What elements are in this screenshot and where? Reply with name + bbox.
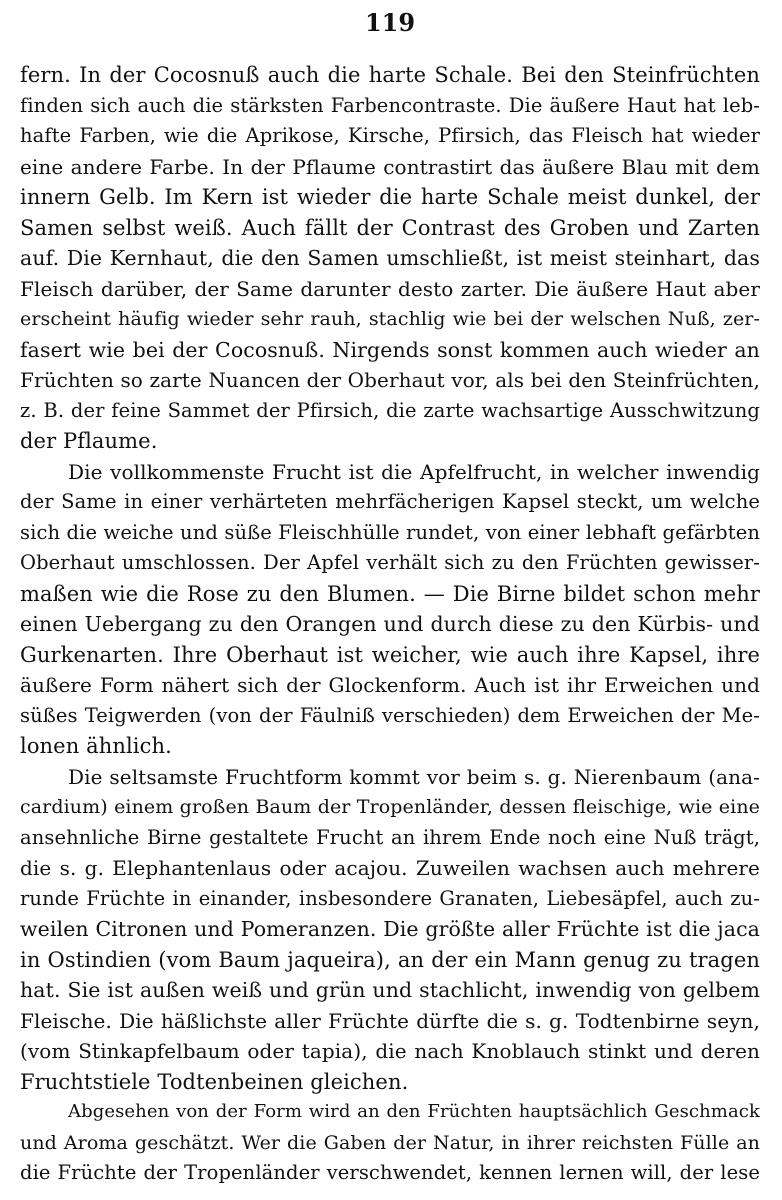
text-line: sich die weiche und süße Fleischhülle rundet, von einer lebhaft gefärbten <box>20 520 760 544</box>
text-line: und Aroma geschätzt. Wer die Gaben der Natur, in ihrer reichsten Fülle an <box>20 1131 760 1154</box>
text-line: fern. In der Cocosnuß auch die harte Schale. Bei den Steinfrüchten <box>20 63 760 87</box>
text-line: erscheint häufig wieder sehr rauh, stachlig wie bei der welschen Nuß, zer- <box>20 308 760 330</box>
paragraph-end-line: der Pflaume. <box>20 429 158 453</box>
text-line: in Ostindien (vom Baum jaqueira), an der ein Mann genug zu tragen <box>20 947 760 972</box>
text-line: Fleisch darüber, der Same darunter desto zarter. Die äußere Haut aber <box>20 276 760 301</box>
text-line: Gurkenarten. Ihre Oberhaut ist weicher, wie auch ihre Kapsel, ihre <box>20 642 760 667</box>
text-line: die Früchte der Tropenländer verschwendet, kennen lernen will, der lese <box>20 1161 760 1184</box>
text-line: der Same in einer verhärteten mehrfächerigen Kapsel steckt, um welche <box>20 490 760 513</box>
text-line: innern Gelb. Im Kern ist wieder die harte Schale meist dunkel, der <box>20 185 760 209</box>
text-line: weilen Citronen und Pomeranzen. Die größte aller Früchte ist die jaca <box>20 917 760 941</box>
text-line: eine andere Farbe. In der Pflaume contrastirt das äußere Blau mit dem <box>20 154 760 179</box>
paragraph-end-line: lonen ähnlich. <box>20 734 172 758</box>
text-line: äußere Form nähert sich der Glockenform. Auch ist ihr Erweichen und <box>20 673 760 697</box>
text-line: fasert wie bei der Cocosnuß. Nirgends sonst kommen auch wieder an <box>20 337 760 362</box>
text-line: einen Uebergang zu den Orangen und durch diese zu den Kürbis- und <box>20 612 760 636</box>
text-line: die s. g. Elephantenlaus oder acajou. Zuweilen wachsen auch mehrere <box>20 856 760 880</box>
page-number: 119 <box>364 8 416 37</box>
text-line: hafte Farben, wie die Aprikose, Kirsche, Pfirsich, das Fleisch hat wieder <box>20 124 760 147</box>
paragraph-start-line: Die seltsamste Fruchtform kommt vor beim s. g. Nierenbaum (ana- <box>68 764 760 789</box>
text-line: cardium) einem großen Baum der Tropenländer, dessen fleischige, wie eine <box>20 796 760 818</box>
text-line: finden sich auch die stärksten Farbencontraste. Die äußere Haut hat leb- <box>20 93 760 117</box>
text-line: süßes Teigwerden (von der Fäulniß verschieden) dem Erweichen der Me- <box>20 703 760 727</box>
text-line: maßen wie die Rose zu den Blumen. — Die Birne bildet schon mehr <box>20 581 760 606</box>
text-line: auf. Die Kernhaut, die den Samen umschließt, ist meist steinhart, das <box>20 246 760 270</box>
text-line: Früchten so zarte Nuancen der Oberhaut vor, als bei den Steinfrüchten, <box>20 368 760 392</box>
text-line: ansehnliche Birne gestaltete Frucht an ihrem Ende noch eine Nuß trägt, <box>20 825 760 849</box>
paragraph-end-line: Fruchtstiele Todtenbeinen gleichen. <box>20 1069 409 1094</box>
text-line: Fleische. Die häßlichste aller Früchte dürfte die s. g. Todtenbirne seyn, <box>20 1008 760 1033</box>
text-line: hat. Sie ist außen weiß und grün und stachlicht, inwendig von gelbem <box>20 978 760 1002</box>
paragraph-start-line: Abgesehen von der Form wird an den Früchten hauptsächlich Geschmack <box>68 1101 760 1122</box>
body-text <box>20 60 760 1189</box>
paragraph-start-line: Die vollkommenste Frucht ist die Apfelfrucht, in welcher inwendig <box>68 459 760 484</box>
text-line: Samen selbst weiß. Auch fällt der Contrast des Groben und Zarten <box>20 215 760 240</box>
text-line: (vom Stinkapfelbaum oder tapia), die nach Knoblauch stinkt und deren <box>20 1039 760 1063</box>
text-line: Oberhaut umschlossen. Der Apfel verhält sich zu den Früchten gewisser- <box>20 551 760 574</box>
text-line: z. B. der feine Sammet der Pfirsich, die zarte wachsartige Ausschwitzung <box>20 398 760 422</box>
text-line: runde Früchte in einander, insbesondere Granaten, Liebesäpfel, auch zu- <box>20 886 760 910</box>
